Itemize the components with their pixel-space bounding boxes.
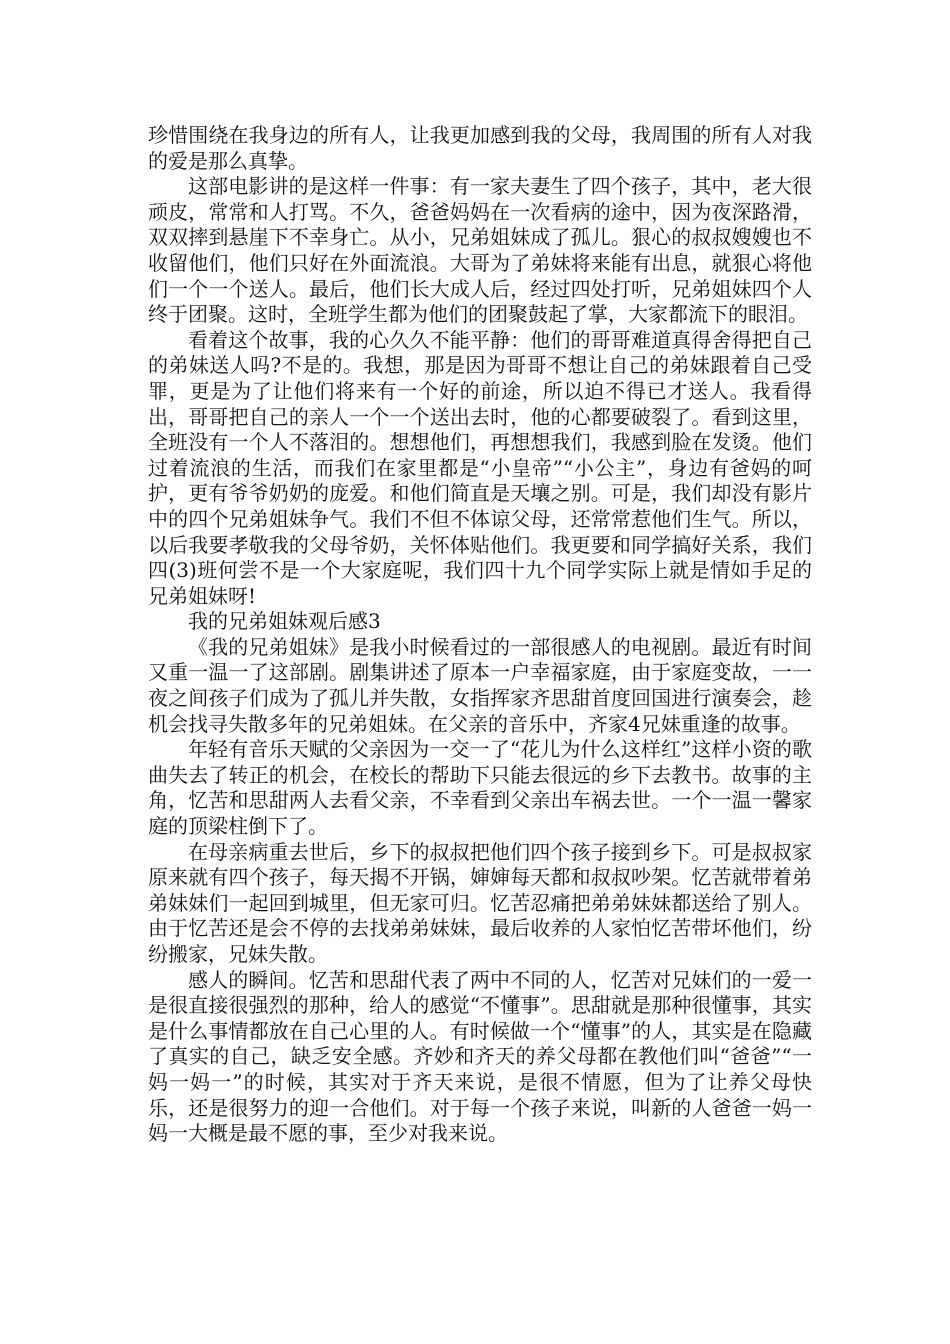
paragraph-father: 年轻有音乐天赋的父亲因为一交一了“花儿为什么这样红”这样小资的歌曲失去了转正的机会，在校长的帮助下只能去很远的乡下去教书。故事的主角，忆苦和思甜两人去看父亲，不幸看到父亲出车祸去世。一个一温一馨家庭的顶梁柱倒下了。 [148, 737, 812, 839]
paragraph-drama-intro: 《我的兄弟姐妹》是我小时候看过的一部很感人的电视剧。最近有时间又重一温一了这部剧。剧集讲述了原本一户幸福家庭，由于家庭变故，一一夜之间孩子们成为了孤儿并失散，女指挥家齐思甜首度回国进行演奏会，趁机会找寻失散多年的兄弟姐妹。在父亲的音乐中，齐家4兄妹重逢的故事。 [148, 634, 812, 736]
paragraph-mother: 在母亲病重去世后，乡下的叔叔把他们四个孩子接到乡下。可是叔叔家原来就有四个孩子，每天揭不开锅，婶婶每天都和叔叔吵架。忆苦就带着弟弟妹妹们一起回到城里，但无家可归。忆苦忍痛把弟弟妹妹都送给了别人。由于忆苦还是会不停的去找弟弟妹妹，最后收养的人家怕忆苦带坏他们，纷纷搬家，兄妹失散。 [148, 839, 812, 966]
paragraph-movie-summary: 这部电影讲的是这样一件事：有一家夫妻生了四个孩子，其中，老大很顽皮，常常和人打骂。不久，爸爸妈妈在一次看病的途中，因为夜深路滑，双双摔到悬崖下不幸身亡。从小，兄弟姐妹成了孤儿。狠心的叔叔嫂嫂也不收留他们，他们只好在外面流浪。大哥为了弟妹将来能有出息，就狠心将他们一个一个送人。最后，他们长大成人后，经过四处打听，兄弟姐妹四个人终于团聚。这时，全班学生都为他们的团聚鼓起了掌，大家都流下的眼泪。 [148, 174, 812, 327]
paragraph-touching-moment: 感人的瞬间。忆苦和思甜代表了两中不同的人，忆苦对兄妹们的一爱一是很直接很强烈的那种，给人的感觉“不懂事”。思甜就是那种很懂事，其实是什么事情都放在自己心里的人。有时候做一个“懂事”的人，其实是在隐藏了真实的自己，缺乏安全感。齐妙和齐天的养父母都在教他们叫“爸爸”“一妈一妈一”的时候，其实对于齐天来说，是很不情愿，但为了让养父母快乐，还是很努力的迎一合他们。对于每一个孩子来说，叫新的人爸爸一妈一妈一大概是最不愿的事，至少对我来说。 [148, 967, 812, 1146]
section-heading: 我的兄弟姐妹观后感3 [188, 609, 381, 634]
paragraph-reflection: 看着这个故事，我的心久久不能平静：他们的哥哥难道真得舍得把自己的弟妹送人吗?不是的。我想，那是因为哥哥不想让自己的弟妹跟着自己受罪，更是为了让他们将来有一个好的前途，所以迫不得已才送人。我看得出，哥哥把自己的亲人一个一个送出去时，他的心都要破裂了。看到这里，全班没有一个人不落泪的。想想他们，再想想我们，我感到脸在发烫。他们过着流浪的生活，而我们在家里都是“小皇帝”“小公主”，身边有爸妈的呵护，更有爷爷奶奶的庞爱。和他们简直是天壤之别。可是，我们却没有影片中的四个兄弟姐妹争气。我们不但不体谅父母，还常常惹他们生气。所以，以后我要孝敬我的父母爷奶，关怀体贴他们。我更要和同学搞好关系，我们四(3)班何尝不是一个大家庭呢，我们四十九个同学实际上就是情如手足的兄弟姐妹呀! [148, 327, 812, 608]
paragraph-continuation: 珍惜围绕在我身边的所有人，让我更加感到我的父母，我周围的所有人对我的爱是那么真挚。 [148, 123, 812, 173]
document-body [148, 123, 812, 1147]
